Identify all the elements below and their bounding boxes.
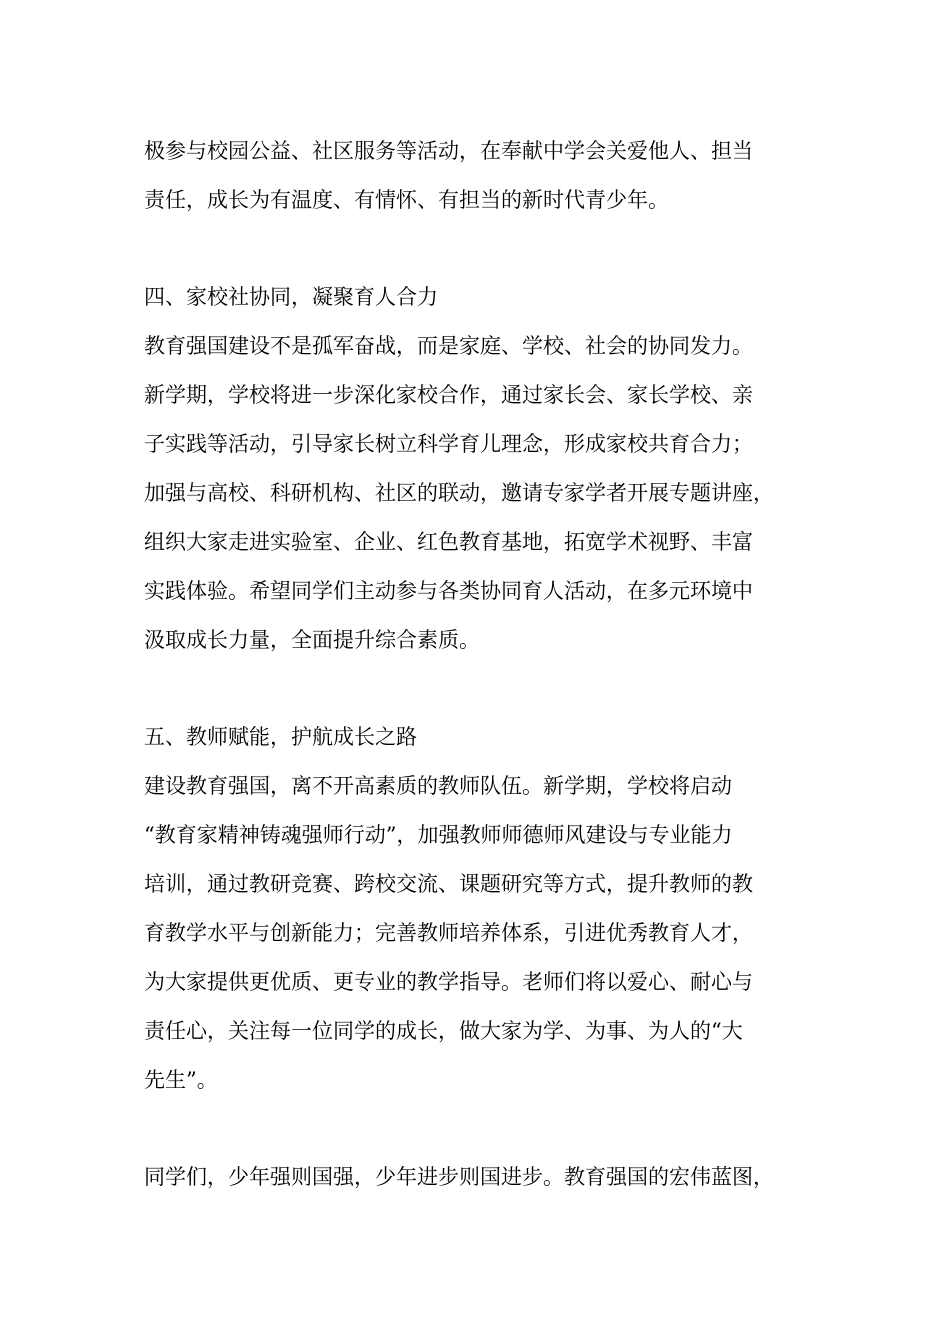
paragraph-gap <box>144 665 834 713</box>
text-line: 组织大家走进实验室、企业、红色教育基地，拓宽学术视野、丰富 <box>144 530 753 554</box>
text-line: 建设教育强国，离不开高素质的教师队伍。新学期，学校将启动 <box>144 774 732 798</box>
text-line: 同学们，少年强则国强，少年进步则国进步。教育强国的宏伟蓝图， <box>144 1165 774 1189</box>
section-heading: 四、家校社协同，凝聚育人合力 <box>144 285 438 309</box>
text-line: 实践体验。希望同学们主动参与各类协同育人活动，在多元环境中 <box>144 579 753 603</box>
text-line: 加强与高校、科研机构、社区的联动，邀请专家学者开展专题讲座， <box>144 481 774 505</box>
text-line: 新学期，学校将进一步深化家校合作，通过家长会、家长学校、亲 <box>144 383 753 407</box>
section-4 <box>144 273 834 665</box>
text-line: 先生”。 <box>144 1068 218 1092</box>
paragraph-gap <box>144 225 834 273</box>
text-line: 汲取成长力量，全面提升综合素质。 <box>144 628 480 652</box>
document-body <box>144 127 834 1202</box>
closing-paragraph <box>144 1153 834 1202</box>
text-line: 育教学水平与创新能力；完善教师培养体系，引进优秀教育人才， <box>144 921 753 945</box>
paragraph-1 <box>144 127 834 225</box>
text-line: 极参与校园公益、社区服务等活动，在奉献中学会关爱他人、担当 <box>144 139 753 163</box>
text-line: 子实践等活动，引导家长树立科学育儿理念，形成家校共育合力； <box>144 432 753 456</box>
paragraph-gap <box>144 1105 834 1153</box>
text-line: 责任，成长为有温度、有情怀、有担当的新时代青少年。 <box>144 188 669 212</box>
text-line: 培训，通过教研竞赛、跨校交流、课题研究等方式，提升教师的教 <box>144 872 753 896</box>
text-line: “教育家精神铸魂强师行动”，加强教师师德师风建设与专业能力 <box>144 823 733 847</box>
text-line: 为大家提供更优质、更专业的教学指导。老师们将以爱心、耐心与 <box>144 970 753 994</box>
text-line: 教育强国建设不是孤军奋战，而是家庭、学校、社会的协同发力。 <box>144 334 753 358</box>
section-heading: 五、教师赋能，护航成长之路 <box>144 725 417 749</box>
section-5 <box>144 713 834 1105</box>
text-line: 责任心，关注每一位同学的成长，做大家为学、为事、为人的“大 <box>144 1019 743 1043</box>
